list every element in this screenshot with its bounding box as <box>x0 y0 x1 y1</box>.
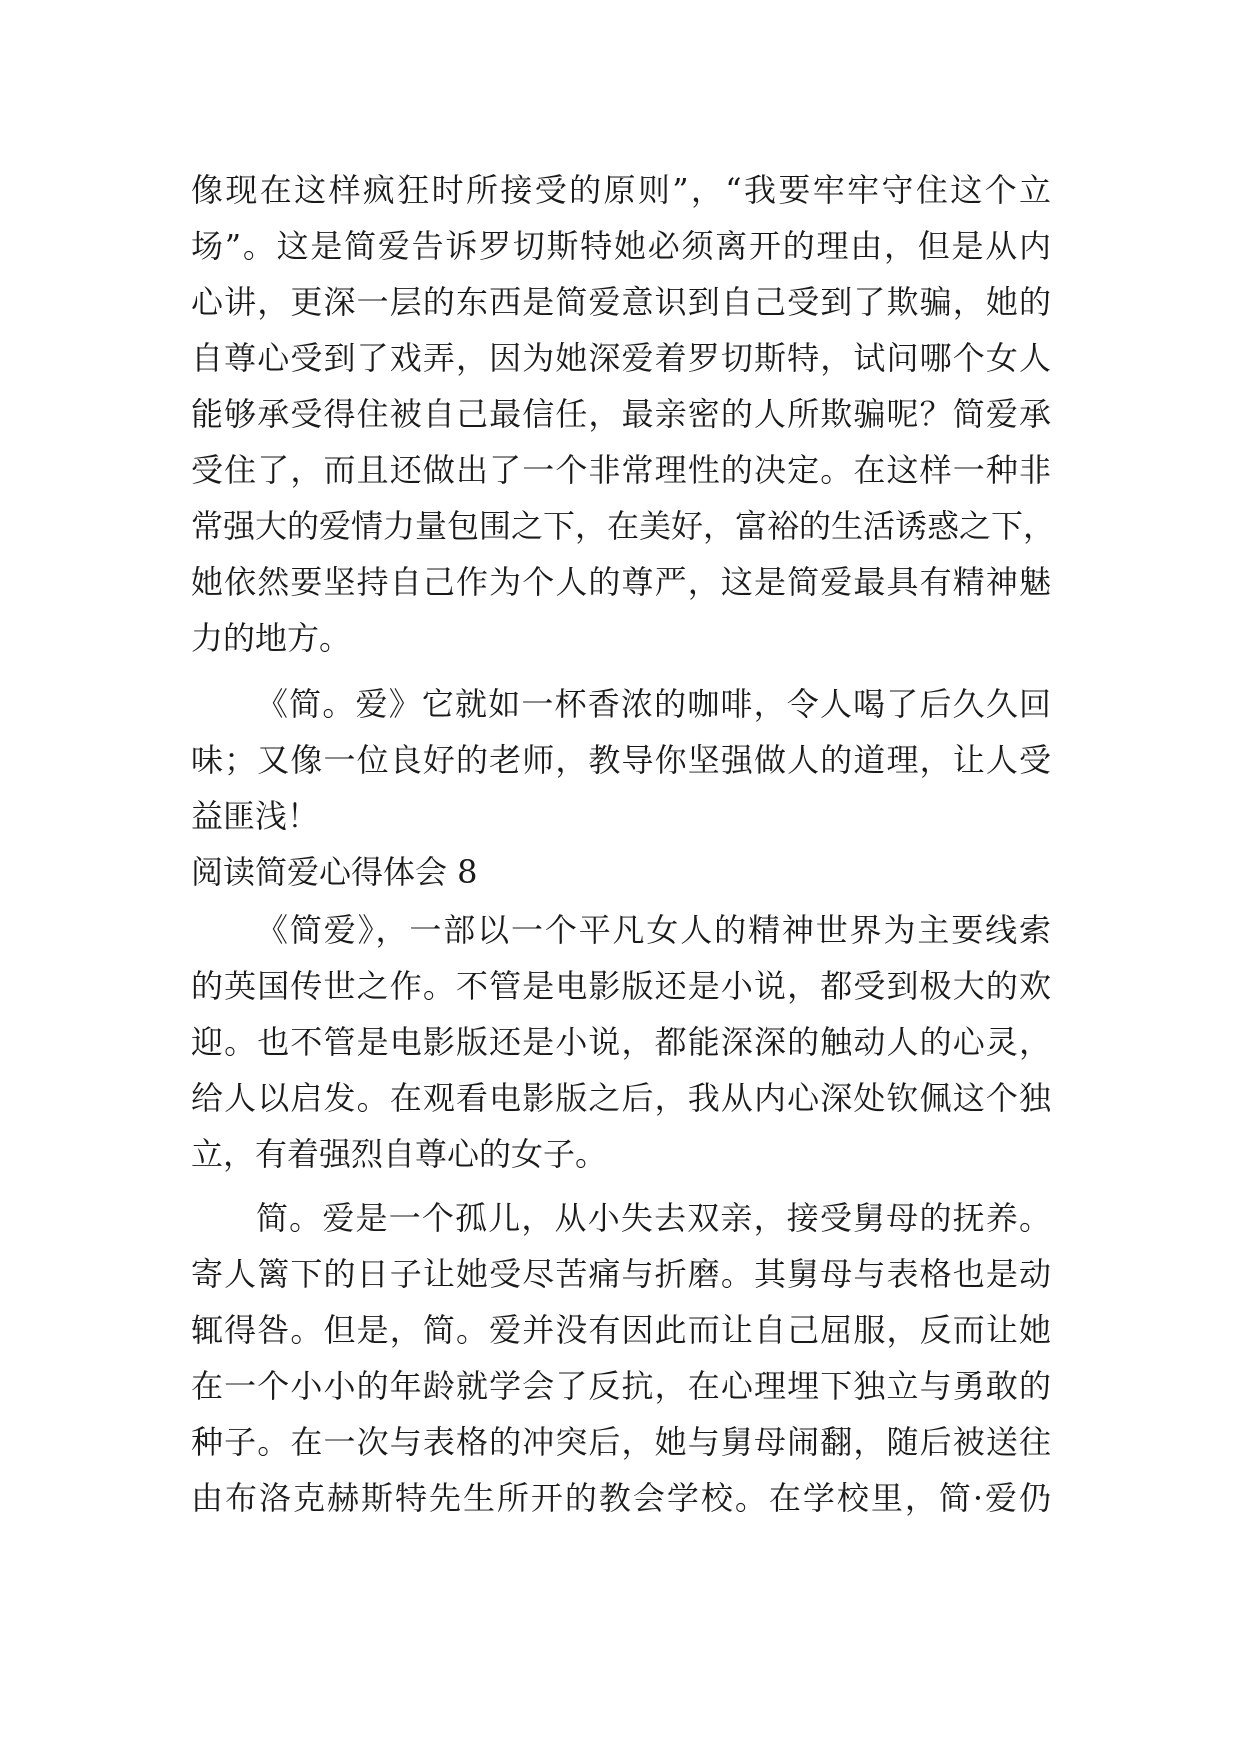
text-line: 的英国传世之作。不管是电影版还是小说，都受到极大的欢 <box>191 967 1051 1005</box>
text-line: 由布洛克赫斯特先生所开的教会学校。在学校里，简·爱仍 <box>191 1479 1051 1517</box>
text-line: 像现在这样疯狂时所接受的原则”，“我要牢牢守住这个立 <box>191 171 1051 209</box>
text-line: 迎。也不管是电影版还是小说，都能深深的触动人的心灵， <box>191 1023 1051 1061</box>
text-line: 力的地方。 <box>191 619 352 657</box>
section-heading: 阅读简爱心得体会 8 <box>191 853 478 891</box>
text-line: 在一个小小的年龄就学会了反抗，在心理埋下独立与勇敢的 <box>191 1367 1051 1405</box>
text-line: 常强大的爱情力量包围之下，在美好，富裕的生活诱惑之下， <box>191 507 1056 545</box>
text-line: 益匪浅！ <box>191 797 320 835</box>
paragraph-first-line: 《简。爱》它就如一杯香浓的咖啡，令人喝了后久久回 <box>256 685 1051 723</box>
text-line: 她依然要坚持自己作为个人的尊严，这是简爱最具有精神魅 <box>191 563 1051 601</box>
paragraph-first-line: 简。爱是一个孤儿，从小失去双亲，接受舅母的抚养。 <box>256 1199 1051 1237</box>
text-line: 辄得咎。但是，简。爱并没有因此而让自己屈服，反而让她 <box>191 1311 1051 1349</box>
text-line: 能够承受得住被自己最信任，最亲密的人所欺骗呢？简爱承 <box>191 395 1051 433</box>
paragraph-first-line: 《简爱》，一部以一个平凡女人的精神世界为主要线索 <box>256 911 1051 949</box>
text-line: 寄人篱下的日子让她受尽苦痛与折磨。其舅母与表格也是动 <box>191 1255 1051 1293</box>
text-line: 心讲，更深一层的东西是简爱意识到自己受到了欺骗，她的 <box>191 283 1051 321</box>
text-line: 立，有着强烈自尊心的女子。 <box>191 1135 608 1173</box>
text-line: 场”。这是简爱告诉罗切斯特她必须离开的理由，但是从内 <box>191 227 1051 265</box>
text-line: 种子。在一次与表格的冲突后，她与舅母闹翻，随后被送往 <box>191 1423 1051 1461</box>
text-line: 受住了，而且还做出了一个非常理性的决定。在这样一种非 <box>191 451 1051 489</box>
text-line: 自尊心受到了戏弄，因为她深爱着罗切斯特，试问哪个女人 <box>191 339 1051 377</box>
text-line: 味；又像一位良好的老师，教导你坚强做人的道理，让人受 <box>191 741 1051 779</box>
text-line: 给人以启发。在观看电影版之后，我从内心深处钦佩这个独 <box>191 1079 1051 1117</box>
